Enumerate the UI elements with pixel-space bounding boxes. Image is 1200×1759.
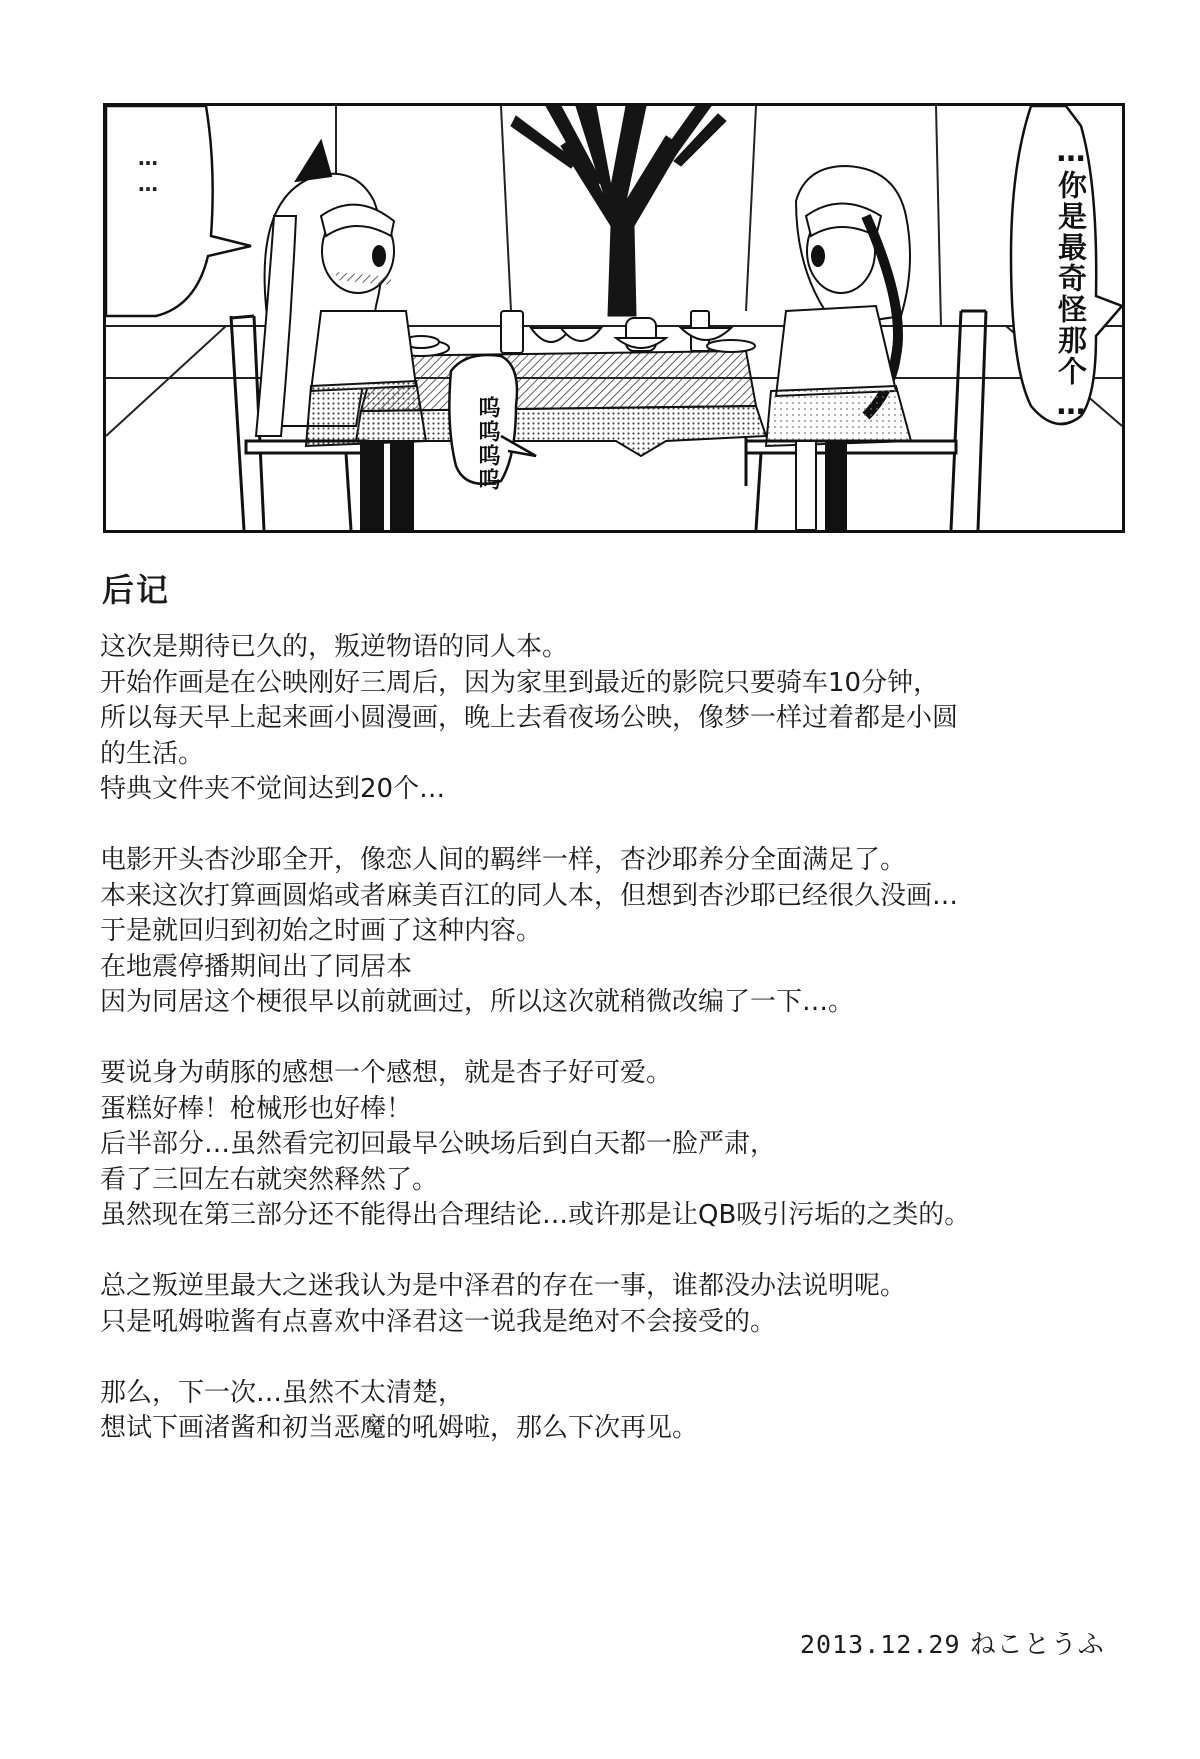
- afterword-line: 只是吼姆啦酱有点喜欢中泽君这一说我是绝对不会接受的。: [100, 1306, 777, 1337]
- afterword-line: 于是就回归到初始之时画了这种内容。: [100, 916, 543, 946]
- speech-bubble-middle-text: 呜呜呜呜: [475, 396, 500, 492]
- panel-illustration: [106, 106, 1122, 530]
- afterword-line: 的生活。: [100, 738, 205, 769]
- afterword-line: [100, 808, 1100, 844]
- afterword-line: [100, 1340, 1100, 1376]
- speech-bubble-left: [106, 106, 251, 316]
- manga-panel: [103, 103, 1125, 533]
- tree-silhouette: [511, 106, 726, 316]
- afterword-line: 那么，下一次…虽然不太清楚，: [100, 1377, 465, 1408]
- signature-author: ねことうふ: [969, 1630, 1105, 1660]
- afterword-line: 看了三回左右就突然释然了。: [100, 1164, 439, 1195]
- afterword-line: 后半部分…虽然看完初回最早公映场后到白天都一脸严肃，: [100, 1129, 777, 1159]
- left-girl: [256, 141, 426, 530]
- signature: [800, 1624, 1105, 1661]
- afterword-line: 特典文件夹不觉间达到20个…: [100, 774, 446, 804]
- afterword-line: 本来这次打算画圆焰或者麻美百江的同人本，但想到杏沙耶已经很久没画…: [100, 880, 959, 911]
- afterword-line: 想试下画渚酱和初当恶魔的吼姆啦，那么下次再见。: [100, 1413, 699, 1443]
- afterword-line: [100, 1234, 1100, 1270]
- afterword-line: [100, 1021, 1100, 1057]
- afterword-body: [100, 630, 1100, 1447]
- afterword-line: 虽然现在第三部分还不能得出合理结论…或许那是让QB吸引污垢的之类的。: [100, 1200, 971, 1230]
- afterword-line: 因为同居这个梗很早以前就画过，所以这次就稍微改编了一下…。: [100, 987, 855, 1017]
- speech-bubble-right-text: …你是最奇怪那个…: [1054, 134, 1088, 423]
- afterword-line: 所以每天早上起来画小圆漫画，晚上去看夜场公映，像梦一样过着都是小圆: [100, 703, 959, 733]
- afterword-line: 这次是期待已久的，叛逆物语的同人本。: [100, 632, 569, 662]
- afterword-line: 开始作画是在公映刚好三周后，因为家里到最近的影院只要骑车10分钟，: [100, 667, 940, 698]
- afterword-title: 后记: [102, 571, 171, 609]
- tableware: [393, 311, 755, 356]
- right-girl: [766, 166, 911, 530]
- afterword-line: 电影开头杏沙耶全开，像恋人间的羁绊一样，杏沙耶养分全面满足了。: [100, 845, 907, 875]
- afterword-line: 在地震停播期间出了同居本: [100, 951, 413, 982]
- speech-bubble-left-text: ……: [136, 146, 160, 198]
- afterword-line: 总之叛逆里最大之迷我认为是中泽君的存在一事，谁都没办法说明呢。: [100, 1271, 907, 1301]
- signature-date: 2013.12.29: [800, 1630, 961, 1659]
- afterword-line: 要说身为萌豚的感想一个感想，就是杏子好可爱。: [100, 1058, 673, 1088]
- afterword-line: 蛋糕好棒！枪械形也好棒！: [100, 1093, 413, 1124]
